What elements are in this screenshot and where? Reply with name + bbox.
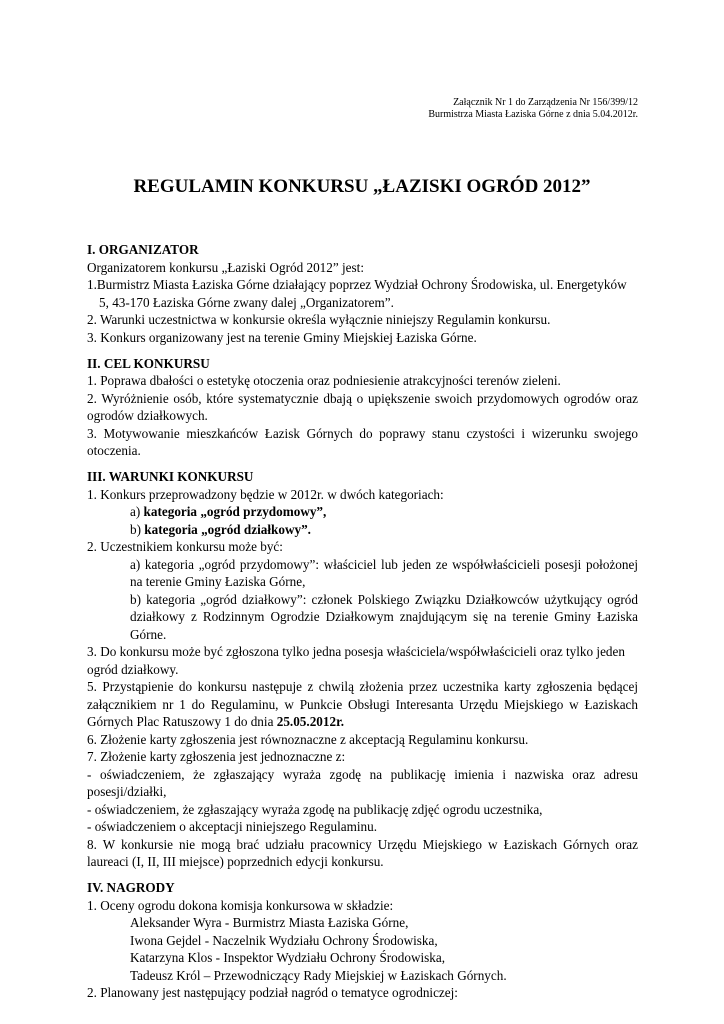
cel-item-1: 1. Poprawa dbałości o estetykę otoczenia oraz podniesienie atrakcyjności terenów zieleni. [87,373,561,388]
warunki-item-1a [87,503,638,521]
warunki-item-1b-category: kategoria „ogród działkowy”. [144,521,311,537]
section-organizator-heading: I. ORGANIZATOR [87,242,199,257]
commission-member: Katarzyna Klos - Inspektor Wydziału Ochrony Środowiska, [130,950,446,965]
warunki-item-1b [87,521,638,539]
warunki-item-8: 8. W konkursie nie mogą brać udziału pracownicy Urzędu Miejskiego w Łaziskach Górnych oraz laureaci (I, II, III miejsce) poprzednich edycji konkursu. [87,836,638,869]
organizator-item-1: 1.Burmistrz Miasta Łaziska Górne działający poprzez Wydział Ochrony Środowiska, ul. Energetyków 5, 43-170 Łaziska Górne zwany dalej „Organizatorem”. [87,277,627,310]
warunki-deadline-date: 25.05.2012r. [276,714,345,729]
cel-item-3: 3. Motywowanie mieszkańców Łazisk Górnych do poprawy stanu czystości i wizerunku swojego otoczenia. [87,425,638,458]
warunki-item-1: 1. Konkurs przeprowadzony będzie w 2012r. w dwóch kategoriach: [87,486,444,502]
warunki-item-1a-prefix: a) [130,504,144,519]
warunki-item-7a: - oświadczeniem, że zgłaszający wyraża zgodę na publikację imienia i nazwiska oraz adresu posesji/działki, [87,766,638,799]
section-cel-heading: II. CEL KONKURSU [87,355,210,371]
section-nagrody-heading: IV. NAGRODY [87,880,175,895]
warunki-item-5-text: 5. Przystąpienie do konkursu następuje z chwilą złożenia przez uczestnika karty zgłoszenia będącej załącznikiem nr 1 do Regulaminu, w Punkcie Obsługi Interesanta Urzędu Miejskiego w Łaziskach Górnych Plac Ratuszowy 1 do dnia [87,679,638,729]
warunki-item-3: 3. Do konkursu może być zgłoszona tylko jedna posesja właściciela/współwłaścicieli oraz tylko jeden ogród działkowy. [87,644,625,677]
warunki-item-7c: - oświadczeniem o akceptacji niniejszego Regulaminu. [87,819,378,834]
document-title: REGULAMIN KONKURSU „ŁAZISKI OGRÓD 2012” [133,176,591,197]
annex-line-1: Załącznik Nr 1 do Zarządzenia Nr 156/399/12 [453,97,638,108]
nagrody-item-2: 2. Planowany jest następujący podział nagród o tematyce ogrodniczej: [87,985,458,1000]
commission-member: Aleksander Wyra - Burmistrz Miasta Łaziska Górne, [130,915,409,930]
annex-reference [428,97,638,121]
cel-item-2: 2. Wyróżnienie osób, które systematycznie dbają o upiększenie swoich przydomowych ogrodów oraz ogrodów działkowych. [87,390,638,423]
warunki-item-7: 7. Złożenie karty zgłoszenia jest jednoznaczne z: [87,749,346,764]
warunki-item-1b-prefix: b) [130,521,145,537]
warunki-item-2b: b) kategoria „ogród działkowy”: członek Polskiego Związku Działkowców użytkujący ogród działkowy z Rodzinnym Ogrodzie Działkowym znajdującym się na terenie Gminy Łaziska Górne. [130,591,638,642]
warunki-item-2a: a) kategoria „ogród przydomowy”: właściciel lub jeden ze współwłaścicieli posesji położonej na terenie Gminy Łaziska Górne, [130,556,638,589]
warunki-item-5 [87,678,638,731]
warunki-item-6: 6. Złożenie karty zgłoszenia jest równoznaczne z akceptacją Regulaminu konkursu. [87,731,529,747]
organizator-intro: Organizatorem konkursu „Łaziski Ogród 2012” jest: [87,259,364,275]
organizator-item-3: 3. Konkurs organizowany jest na terenie Gminy Miejskiej Łaziska Górne. [87,329,477,345]
annex-line-2: Burmistrza Miasta Łaziska Górne z dnia 5.04.2012r. [428,109,638,120]
section-warunki-heading: III. WARUNKI KONKURSU [87,469,254,484]
nagrody-item-1: 1. Oceny ogrodu dokona komisja konkursowa w składzie: [87,897,394,913]
organizator-item-2: 2. Warunki uczestnictwa w konkursie określa wyłącznie niniejszy Regulamin konkursu. [87,312,551,327]
document-body [87,241,638,1002]
warunki-item-7b: - oświadczeniem, że zgłaszający wyraża zgodę na publikację zdjęć ogrodu uczestnika, [87,801,543,817]
commission-member: Tadeusz Król – Przewodniczący Rady Miejskiej w Łaziskach Górnych. [130,967,507,983]
warunki-item-1a-category: kategoria „ogród przydomowy”, [143,504,327,519]
commission-member: Iwona Gejdel - Naczelnik Wydziału Ochrony Środowiska, [130,932,438,948]
warunki-item-2: 2. Uczestnikiem konkursu może być: [87,539,283,554]
